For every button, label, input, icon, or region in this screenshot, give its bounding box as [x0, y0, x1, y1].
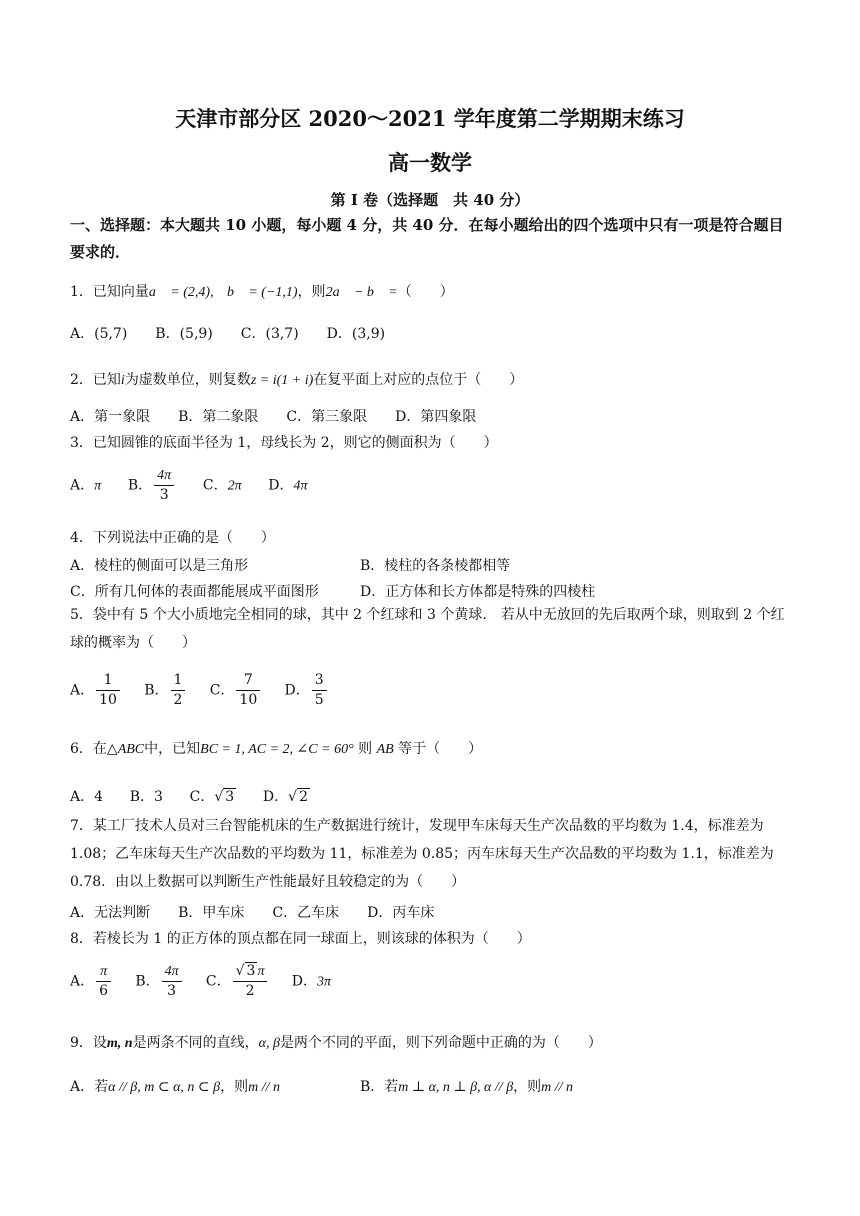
q6-option-a: A．4: [70, 789, 104, 805]
q9-option-a-result: m // n: [248, 1080, 281, 1095]
q3-option-a-label: A．: [70, 477, 95, 494]
q6-option-c-radicand: 3: [225, 789, 235, 805]
q8-option-c-label: C．: [205, 973, 231, 990]
q6-option-c-label: C．: [189, 789, 215, 805]
q5-option-a-denominator: 10: [99, 692, 117, 708]
q8-option-d-label: D．: [291, 973, 317, 990]
q6-text: 6．在: [70, 741, 107, 757]
q8-option-c-fraction: [233, 962, 268, 1001]
question-4-option-c: C．所有几何体的表面都能展成平面图形: [70, 584, 319, 600]
q1-vector-a: a⃗ = (2,4),: [148, 285, 214, 300]
question-4-stem: 4．下列说法中正确的是（ ）: [70, 530, 275, 546]
question-8-options: [70, 962, 795, 1001]
q9-text-2: 是两条不同的直线，: [132, 1035, 259, 1051]
q9-text: 9．设: [70, 1035, 107, 1051]
q9-option-a-label: A．若: [70, 1079, 109, 1095]
question-8-stem: 8．若棱长为 1 的正方体的顶点都在同一球面上，则该球的体积为（ ）: [70, 931, 531, 947]
q3-option-c-label: C．: [202, 477, 228, 494]
q6-text-4: 等于（ ）: [398, 741, 483, 757]
exam-subject: 高一数学: [388, 150, 472, 175]
q3-option-b-fraction: [154, 466, 174, 505]
q8-option-c-sqrt: √ 3: [235, 963, 256, 979]
q1-text-2: ，则: [297, 284, 326, 300]
q3-option-d-value: 4π: [293, 478, 308, 494]
q6-option-b: B．3: [129, 789, 163, 805]
q8-option-a-numerator: π: [96, 962, 111, 982]
q5-option-a-label: A．: [70, 682, 95, 699]
q1-text: 1．已知向量: [70, 284, 149, 300]
question-4-option-a: A．棱柱的侧面可以是三角形: [70, 558, 249, 574]
q8-option-b-denominator: 3: [167, 983, 177, 999]
q8-option-b-label: B．: [135, 973, 160, 990]
q9-option-a-condition: α // β, m ⊂ α, n ⊂ β: [108, 1080, 221, 1095]
exam-title: 天津市部分区 2020～2021 学年度第二学期期末练习: [175, 106, 685, 131]
q8-option-c-pi: π: [257, 964, 265, 979]
q2-text-2: 为虚数单位，则复数: [124, 372, 251, 388]
q9-option-a-then: ，则: [220, 1079, 249, 1095]
question-4-option-d: D．正方体和长方体都是特殊的四棱柱: [360, 584, 596, 600]
q5-option-b-numerator: 1: [171, 671, 186, 691]
part-heading: 第 I 卷（选择题 共 40 分）: [330, 191, 530, 209]
q5-option-b-label: B．: [144, 682, 169, 699]
q3-option-c-value: 2π: [227, 478, 242, 494]
q8-option-d-value: 3π: [316, 974, 331, 990]
question-2-options: A．第一象限 B．第二象限 C．第三象限 D．第四象限: [70, 409, 477, 425]
q9-text-3: 是两个不同的平面，则下列命题中正确的为（ ）: [279, 1035, 602, 1051]
q8-option-b-fraction: [162, 962, 182, 1001]
section-instructions: 一、选择题：本大题共 10 小题，每小题 4 分，共 40 分．在每小题给出的四个选项中只有一项是符合题目要求的．: [70, 216, 784, 261]
question-9-stem: [70, 1032, 795, 1052]
question-7-options: A．无法判断 B．甲车床 C．乙车床 D．丙车床: [70, 905, 435, 921]
q8-option-a-denominator: 6: [99, 983, 109, 999]
question-9-option-b: [360, 1076, 573, 1096]
q5-option-b-denominator: 2: [173, 692, 183, 708]
question-6-stem: [70, 738, 795, 758]
question-5-options: [70, 671, 795, 710]
q9-option-b-result: m // n: [541, 1080, 574, 1095]
q6-triangle: △ABC: [106, 742, 145, 757]
q8-option-a-fraction: [96, 962, 111, 1001]
q5-option-c-fraction: [236, 671, 260, 710]
q6-option-d-radicand: 2: [299, 789, 308, 805]
q5-option-c-numerator: 7: [236, 671, 260, 691]
q3-option-d-label: D．: [268, 477, 294, 494]
q6-text-3: 则: [358, 741, 373, 757]
q6-option-d-sqrt: √ 2: [288, 789, 308, 805]
q9-lines: m, n: [106, 1036, 133, 1051]
q5-option-a-numerator: 1: [96, 671, 120, 691]
q3-option-b-denominator: 3: [159, 487, 169, 503]
q2-text: 2．已知: [70, 372, 121, 388]
q5-option-d-denominator: 5: [314, 692, 324, 708]
q5-option-c-label: C．: [209, 682, 235, 699]
q5-option-d-numerator: 3: [312, 671, 327, 691]
q9-option-b-condition: m ⊥ α, n ⊥ β, α // β: [398, 1080, 514, 1095]
q6-option-d-label: D．: [262, 789, 289, 805]
q6-text-2: 中，已知: [144, 741, 201, 757]
q8-option-c-radicand: 3: [246, 963, 256, 979]
q3-option-b-label: B．: [127, 477, 153, 494]
q8-option-c-denominator: 2: [245, 983, 255, 999]
q5-option-c-denominator: 10: [239, 692, 258, 708]
q1-paren: （ ）: [397, 284, 454, 300]
q9-option-b-label: B．若: [360, 1079, 399, 1095]
q2-expression: z = i(1 + i): [250, 373, 314, 388]
q2-text-3: 在复平面上对应的点位于（ ）: [313, 372, 524, 388]
q8-option-c-numerator: [233, 962, 268, 982]
q1-vector-b: b⃗ = (−1,1): [226, 285, 298, 300]
q5-option-a-fraction: [96, 671, 120, 710]
question-7-stem: 7．某工厂技术人员对三台智能机床的生产数据进行统计，发现甲车床每天生产次品数的平均数为 1.4，标准差为 1.08；乙车床每天生产次品数的平均数为 11，标准差为 0.85；丙车床每天生产次品数的平均数为 1.1，标准差为 0.78．由以上数据可以判断生产性能最好且较稳定的为（ ）: [70, 818, 774, 890]
question-5-stem: 5．袋中有 5 个大小质地完全相同的球，其中 2 个红球和 3 个黄球． 若从中无放回的先后取两个球，则取到 2 个红球的概率为（ ）: [70, 607, 785, 651]
q6-side-ab: AB: [376, 742, 394, 757]
q5-option-b-fraction: [171, 671, 186, 710]
question-2-stem: [70, 369, 795, 389]
q5-option-d-label: D．: [284, 682, 310, 699]
question-4-option-b: B．棱柱的各条棱都相等: [360, 558, 511, 574]
q6-conditions: BC = 1, AC = 2, ∠C = 60°: [200, 742, 354, 757]
q3-option-a-value: π: [94, 478, 102, 494]
q1-expression: 2a⃗ − b⃗ =: [325, 285, 398, 300]
question-6-options: [70, 786, 795, 806]
question-3-options: [70, 466, 795, 505]
q6-option-c-sqrt: √ 3: [214, 789, 235, 805]
q8-option-a-label: A．: [70, 973, 95, 990]
q8-option-b-numerator: 4π: [162, 962, 182, 982]
q9-planes: α, β: [258, 1036, 280, 1051]
question-3-stem: 3．已知圆锥的底面半径为 1，母线长为 2，则它的侧面积为（ ）: [70, 435, 498, 451]
question-1-options: A．(5,7) B．(5,9) C．(3,7) D．(3,9): [70, 326, 386, 342]
q5-option-d-fraction: [312, 671, 327, 710]
q2-imaginary-unit: i: [120, 373, 125, 388]
q3-option-b-numerator: 4π: [154, 466, 174, 486]
q9-option-b-then: ，则: [513, 1079, 542, 1095]
question-1-stem: [70, 281, 795, 301]
